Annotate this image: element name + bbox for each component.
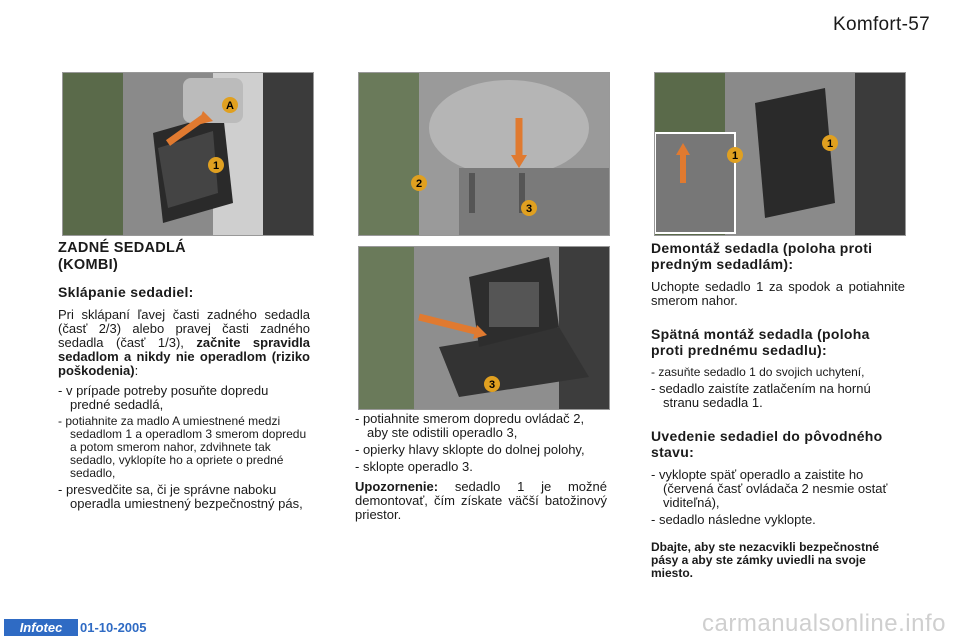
- callout-label: 3: [525, 203, 533, 215]
- column-removal: [651, 240, 905, 580]
- section-heading: ZADNÉ SEDADLÁ (KOMBI): [58, 240, 186, 273]
- list-item: - v prípade potreby posuňte dopredu predné sedadlá,: [58, 384, 310, 412]
- infotec-logo: Infotec: [4, 619, 78, 636]
- instruction-list: [58, 384, 310, 511]
- watermark: carmanualsonline.info: [702, 610, 946, 637]
- warning-note: Dbajte, aby ste nezacvikli bezpečnostné pásy a aby ste zámky uviedli na svoje miesto.: [651, 540, 880, 580]
- section-title: Komfort: [833, 14, 902, 35]
- instruction-list: [651, 366, 905, 410]
- callout-label: 1: [212, 160, 220, 172]
- list-item: - opierky hlavy sklopte do dolnej polohy,: [355, 443, 607, 457]
- list-item: - sklopte operadlo 3.: [355, 460, 607, 474]
- list-item: - potiahnite za madlo A umiestnené medzi sedadlom 1 a operadlom 3 smerom dopredu a potom smerom nahor, zdvihnete tak sedadlo, vyklopíte ho a opriete o predné sedadlo,: [58, 415, 310, 480]
- callout-label: 1: [826, 138, 834, 150]
- photo-seat-fold: [62, 72, 314, 236]
- callout-label: 1: [731, 150, 739, 162]
- subsection-heading: Spätná montáž sedadla (poloha proti prednému sedadlu):: [651, 326, 870, 358]
- callout-label: A: [226, 100, 234, 112]
- header-separator: -: [901, 14, 909, 35]
- list-item: - sedadlo zaistíte zatlačením na hornú stranu sedadla 1.: [651, 382, 905, 410]
- list-item: - potiahnite smerom dopredu ovládač 2, aby ste odistili operadlo 3,: [355, 412, 607, 440]
- intro-paragraph: Pri sklápaní ľavej časti zadného sedadla (časť 2/3) alebo pravej časti zadného sedadla (časť 1/3), začnite spravidla sedadlom a nikdy nie operadlom (riziko poškodenia):: [58, 307, 310, 378]
- photo-seat-removal: [654, 72, 906, 236]
- subsection-heading: Sklápanie sedadiel:: [58, 284, 194, 300]
- list-item: - presvedčite sa, či je správne naboku operadla umiestnený bezpečnostný pás,: [58, 483, 310, 511]
- note-paragraph: Upozornenie: sedadlo 1 je možné demontovať, čím získate väčší batožinový priestor.: [355, 479, 607, 522]
- page-number: 57: [908, 14, 930, 35]
- column-rear-seats: [58, 240, 310, 517]
- subsection-heading: Demontáž sedadla (poloha proti predným sedadlám):: [651, 240, 873, 272]
- photo-folded-seat: [358, 246, 610, 410]
- page-header: [833, 14, 930, 36]
- list-item: - zasuňte sedadlo 1 do svojich uchytení,: [651, 366, 905, 379]
- footer-date: 01-10-2005: [80, 620, 147, 635]
- instruction-list: [651, 468, 905, 527]
- list-item: - sedadlo následne vyklopte.: [651, 513, 905, 527]
- paragraph: Uchopte sedadlo 1 za spodok a potiahnite smerom nahor.: [651, 279, 905, 308]
- callout-label: 3: [488, 379, 496, 391]
- subsection-heading: Uvedenie sedadiel do pôvodného stavu:: [651, 428, 883, 460]
- list-item: - vyklopte späť operadlo a zaistite ho (červená časť ovládača 2 nesmie ostať viditeľná),: [651, 468, 905, 510]
- callout-label: 2: [415, 178, 423, 190]
- photo-headrest: [358, 72, 610, 236]
- instruction-list: [355, 412, 607, 474]
- column-backrest: [355, 412, 607, 528]
